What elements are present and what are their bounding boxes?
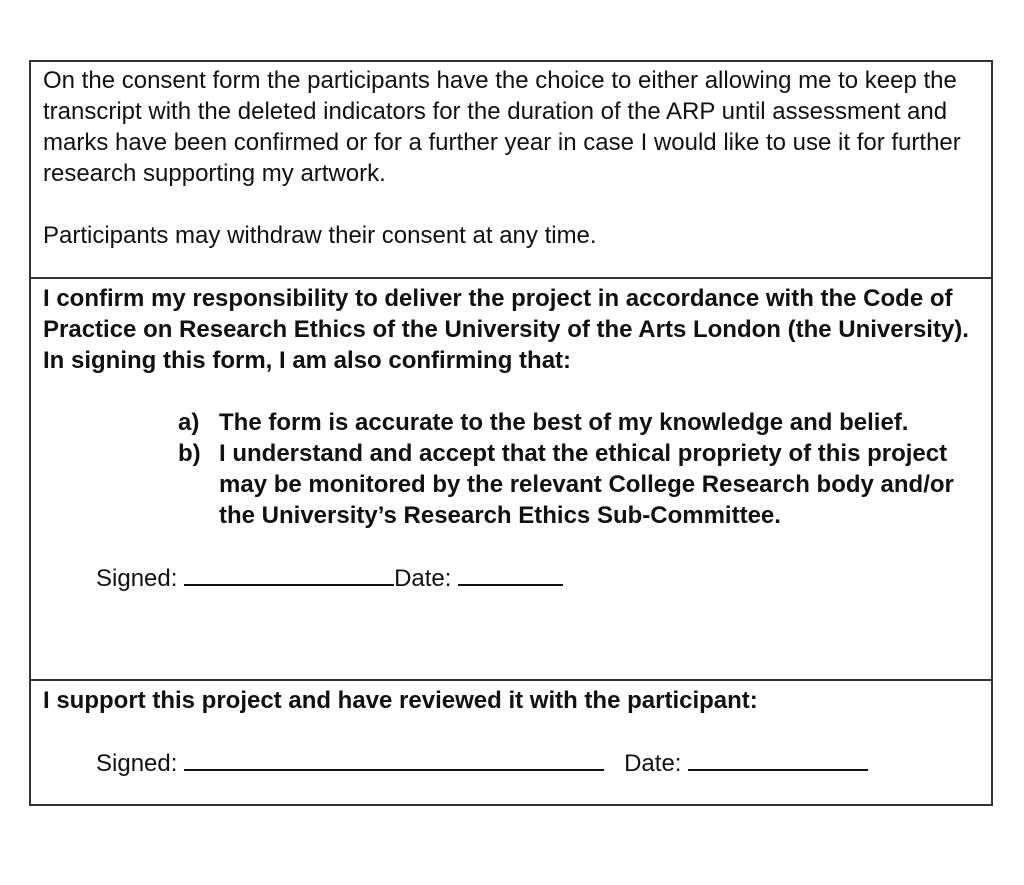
withdraw-consent-text: Participants may withdraw their consent at any time. (43, 222, 597, 249)
list-item-text: The form is accurate to the best of my knowledge and belief. (219, 409, 909, 436)
declaration-statement: I confirm my responsibility to deliver the project in accordance with the Code of Practice on Research Ethics of the University of the Arts London (the University). In signing this form, I am also confirming that: (43, 285, 969, 374)
list-item (43, 407, 979, 438)
support-section (31, 679, 991, 804)
declaration-section (31, 277, 991, 679)
date-label: Date: (394, 565, 452, 592)
date-label: Date: (624, 750, 682, 777)
list-marker: a) (178, 409, 200, 436)
applicant-signature-field[interactable] (184, 562, 394, 586)
support-statement: I support this project and have reviewed it with the participant: (43, 687, 758, 714)
supervisor-signature-row (43, 747, 979, 779)
signed-label: Signed: (96, 750, 178, 777)
supervisor-signature-field[interactable] (184, 747, 604, 771)
supervisor-date-field[interactable] (688, 747, 868, 771)
applicant-date-field[interactable] (458, 562, 563, 586)
list-item-text: I understand and accept that the ethical propriety of this project may be monitored by the relevant College Research body and/or the University’s Research Ethics Sub-Committee. (219, 440, 954, 529)
list-item (43, 438, 979, 531)
applicant-signature-row (43, 562, 979, 594)
ethics-form-table (29, 60, 993, 806)
consent-paragraph: On the consent form the participants have the choice to either allowing me to keep the transcript with the deleted indicators for the duration of the ARP until assessment and marks have been confirmed or for a further year in case I would like to use it for further research supporting my artwork. (43, 67, 961, 187)
list-marker: b) (178, 440, 201, 467)
consent-section (31, 62, 991, 277)
signed-label: Signed: (96, 565, 178, 592)
declaration-list (43, 407, 979, 531)
